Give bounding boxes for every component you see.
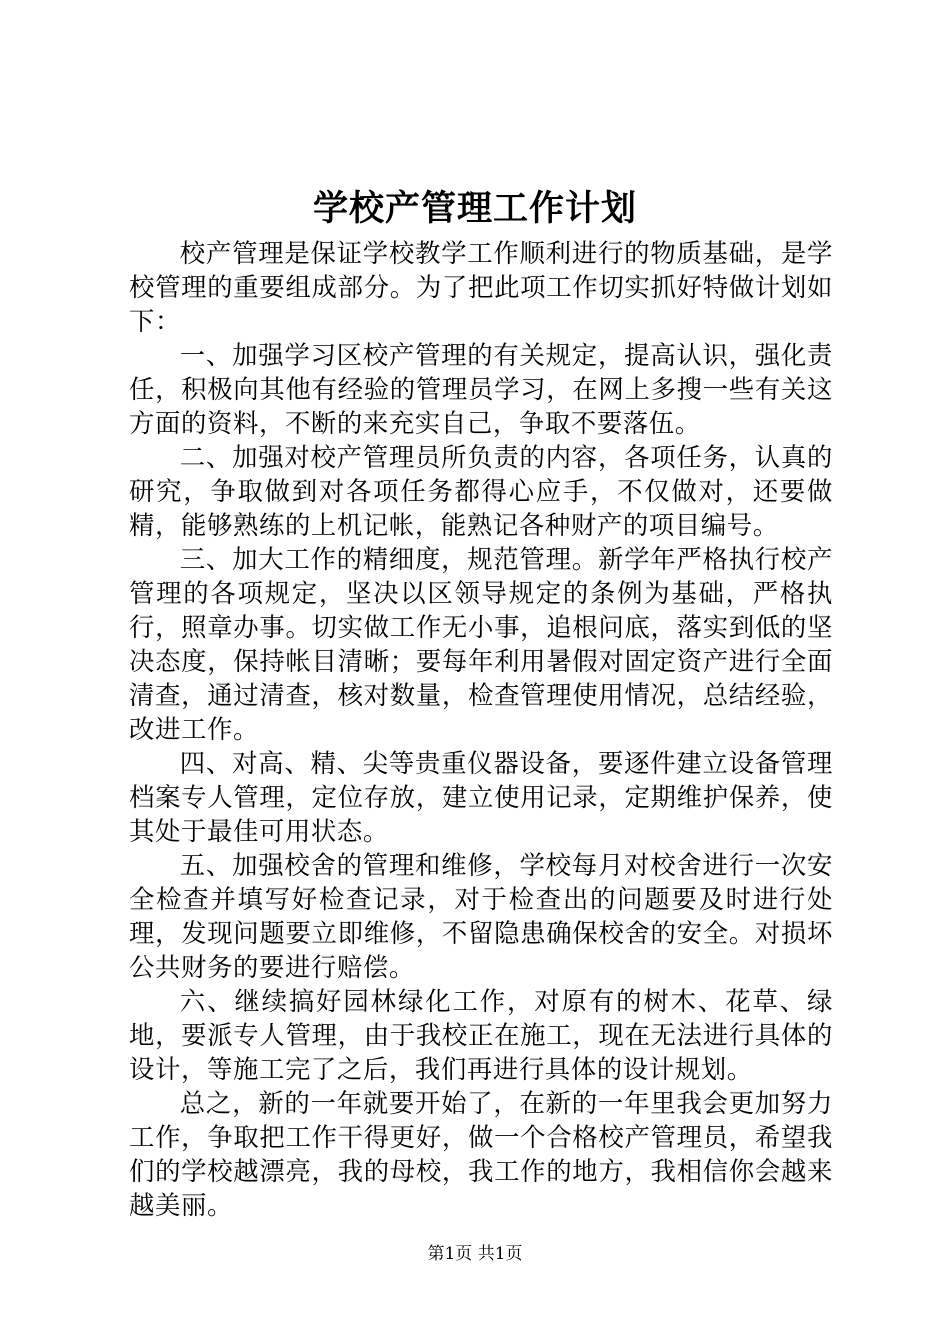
page-number-footer: 第1页 共1页	[427, 1244, 523, 1264]
paragraph-item-5: 五、加强校舍的管理和维修，学校每月对校舍进行一次安全检查并填写好检查记录，对于检查出的问题要及时进行处理，发现问题要立即维修，不留隐患确保校舍的安全。对损坏公共财务的要进行赔偿。	[129, 850, 833, 982]
paragraph-conclusion: 总之，新的一年就要开始了，在新的一年里我会更加努力工作，争取把工作干得更好，做一个合格校产管理员，希望我们的学校越漂亮，我的母校，我工作的地方，我相信你会越来越美丽。	[129, 1088, 833, 1220]
document-title: 学校产管理工作计划	[312, 188, 637, 229]
paragraph-item-4: 四、对高、精、尖等贵重仪器设备，要逐件建立设备管理档案专人管理，定位存放，建立使用记录，定期维护保养，使其处于最佳可用状态。	[129, 748, 833, 846]
paragraph-item-3: 三、加大工作的精细度，规范管理。新学年严格执行校产管理的各项规定，坚决以区领导规定的条例为基础，严格执行，照章办事。切实做工作无小事，追根问底，落实到低的坚决态度，保持帐目清晰；要每年利用暑假对固定资产进行全面清查，通过清查，核对数量，检查管理使用情况，总结经验，改进工作。	[129, 544, 833, 744]
paragraph-item-6: 六、继续搞好园林绿化工作，对原有的树木、花草、绿地，要派专人管理，由于我校正在施工，现在无法进行具体的设计，等施工完了之后，我们再进行具体的设计规划。	[129, 986, 833, 1084]
paragraph-item-2: 二、加强对校产管理员所负责的内容，各项任务，认真的研究，争取做到对各项任务都得心应手，不仅做对，还要做精，能够熟练的上机记帐，能熟记各种财产的项目编号。	[129, 442, 833, 540]
document-body	[129, 236, 833, 1222]
paragraph-intro: 校产管理是保证学校教学工作顺利进行的物质基础，是学校管理的重要组成部分。为了把此项工作切实抓好特做计划如下：	[129, 238, 833, 336]
paragraph-item-1: 一、加强学习区校产管理的有关规定，提高认识，强化责任，积极向其他有经验的管理员学习，在网上多搜一些有关这方面的资料，不断的来充实自己，争取不要落伍。	[129, 340, 833, 438]
